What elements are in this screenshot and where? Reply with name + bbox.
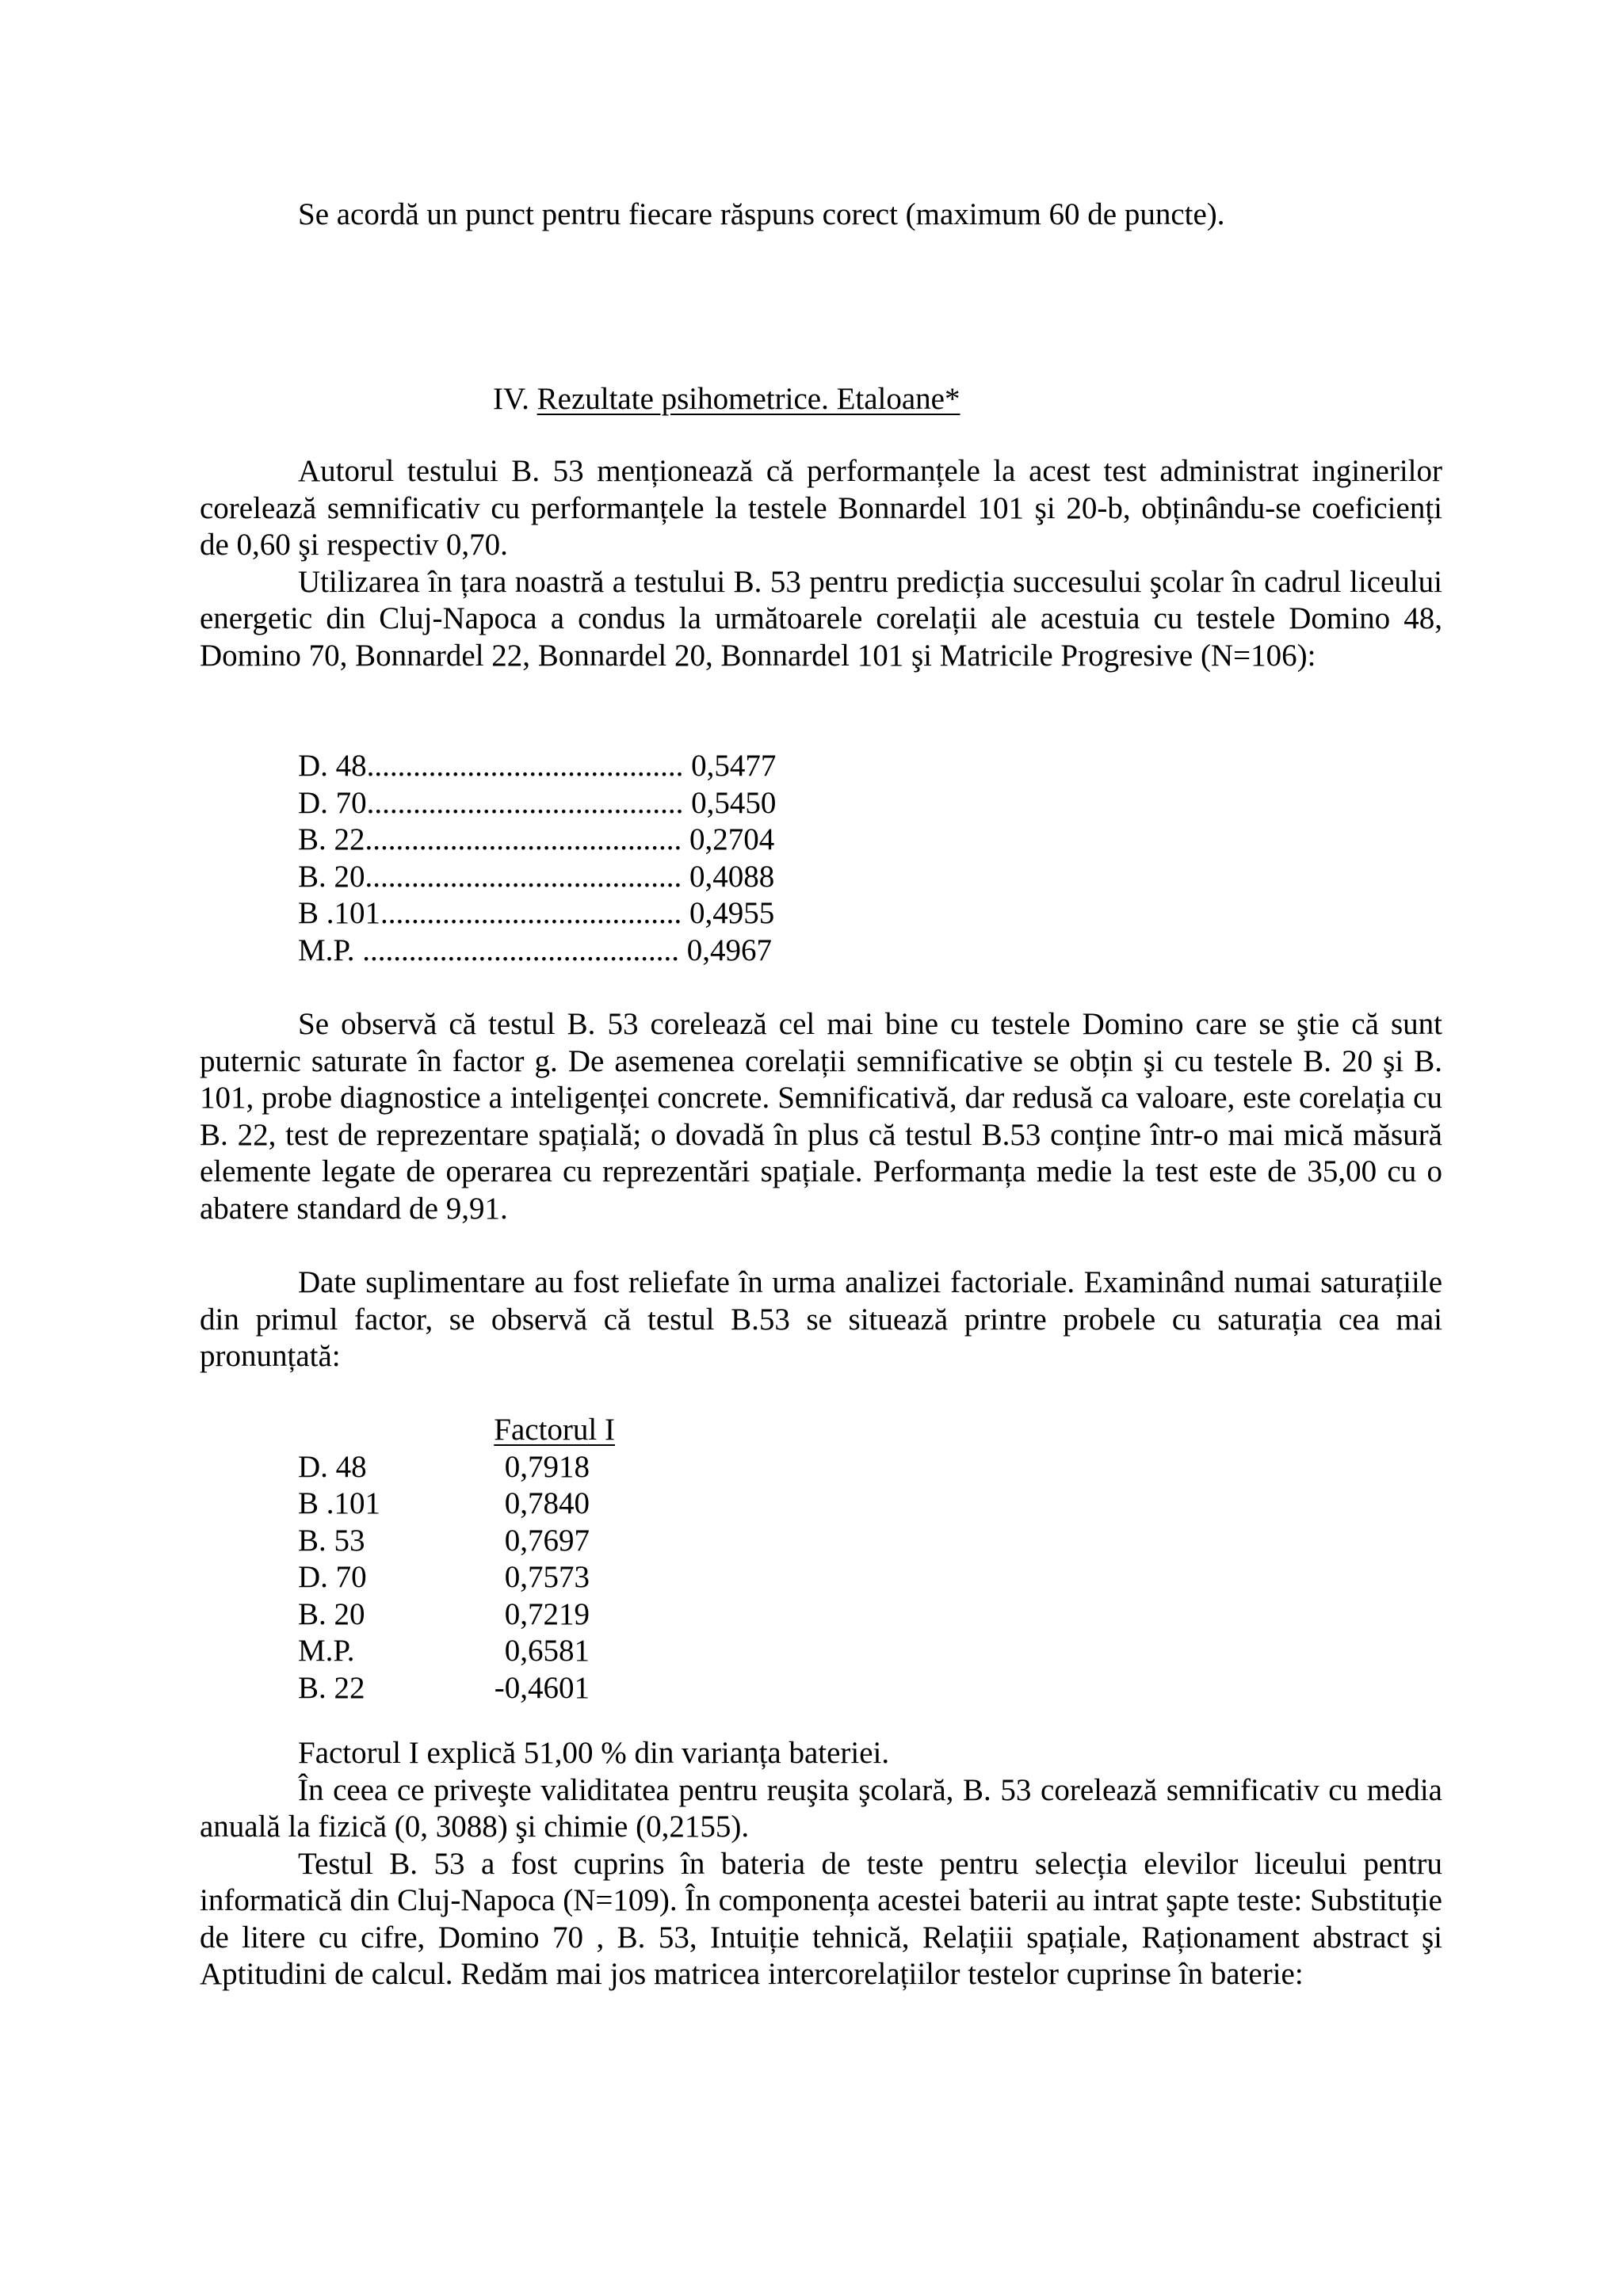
table-row: M.P. 0,6581	[298, 1634, 590, 1668]
section-number: IV.	[493, 382, 529, 416]
paragraph-observation: Se observă că testul B. 53 corelează cel mai bine cu testele Domino care se ştie că sunt puternic saturate în factor g. De asemenea corelații semnificative se obțin şi cu testele B. 20 şi B. 101, probe diagnostice a inteligenței concrete. Semnificativă, dar redusă ca valoare, este corelația cu B. 22, test de reprezentare spațială; o dovadă în plus că testul B.53 conține într-o mai mică măsură elemente legate de operarea cu reprezentări spațiale. Performanța medie la test este de 35,00 cu o abatere standard de 9,91.	[200, 1007, 1442, 1226]
table-row: B. 22 -0,4601	[298, 1670, 590, 1705]
factor-header: Factorul I	[494, 1413, 615, 1447]
paragraph-group-a	[200, 453, 1442, 674]
paragraph-usage: Utilizarea în țara noastră a testului B. 53 pentru predicția succesului şcolar în cadrul liceului energetic din Cluj-Napoca a condus la următoarele corelații ale acestuia cu testele Domino 48, Domino 70, Bonnardel 22, Bonnardel 20, Bonnardel 101 şi Matricile Progresive (N=106):	[200, 564, 1442, 673]
table-row: D. 48 0,7918	[298, 1449, 590, 1484]
list-item: B. 22......................................... 0,2704	[298, 822, 775, 856]
paragraph-factorial: Date suplimentare au fost reliefate în urma analizei factoriale. Examinând numai saturațiile din primul factor, se observă că testul B.53 se situează printre probele cu saturația cea mai pronunțată:	[200, 1265, 1442, 1373]
intro-line: Se acordă un punct pentru fiecare răspuns corect (maximum 60 de puncte).	[298, 197, 1225, 231]
table-row: B. 20 0,7219	[298, 1596, 590, 1631]
paragraph-group-d	[200, 1735, 1442, 1993]
list-item: B .101....................................... 0,4955	[298, 896, 775, 930]
list-item: D. 48......................................... 0,5477	[298, 749, 777, 783]
correlation-list	[298, 748, 776, 969]
list-item: M.P. ......................................... 0,4967	[298, 933, 773, 967]
table-row: B. 53 0,7697	[298, 1523, 590, 1558]
paragraph-variance: Factorul I explică 51,00 % din varianța bateriei.	[298, 1736, 890, 1770]
paragraph-validity: În ceea ce priveşte validitatea pentru reuşita şcolară, B. 53 corelează semnificativ cu media anuală la fizică (0, 3088) şi chimie (0,2155).	[200, 1772, 1442, 1844]
list-item: D. 70......................................... 0,5450	[298, 785, 777, 820]
table-header-row	[298, 1412, 590, 1449]
section-title	[493, 381, 960, 418]
paragraph-author: Autorul testului B. 53 menționează că performanțele la acest test administrat inginerilor corelează semnificativ cu performanțele la testele Bonnardel 101 şi 20-b, obținându-se coeficienți de 0,60 şi respectiv 0,70.	[200, 454, 1442, 562]
section-heading: Rezultate psihometrice. Etaloane*	[537, 382, 960, 416]
table-row: D. 70 0,7573	[298, 1560, 590, 1594]
paragraph-battery: Testul B. 53 a fost cuprins în bateria de teste pentru selecția elevilor liceului pentru informatică din Cluj-Napoca (N=109). În componența acestei baterii au intrat şapte teste: Substituție de litere cu cifre, Domino 70 , B. 53, Intuiție tehnică, Relațiii spațiale, Raționament abstract şi Aptitudini de calcul. Redăm mai jos matricea intercorelațiilor testelor cuprinse în baterie:	[200, 1846, 1442, 1991]
list-item: B. 20......................................... 0,4088	[298, 859, 775, 894]
table-row: B .101 0,7840	[298, 1486, 590, 1520]
factor-table	[298, 1412, 615, 1707]
